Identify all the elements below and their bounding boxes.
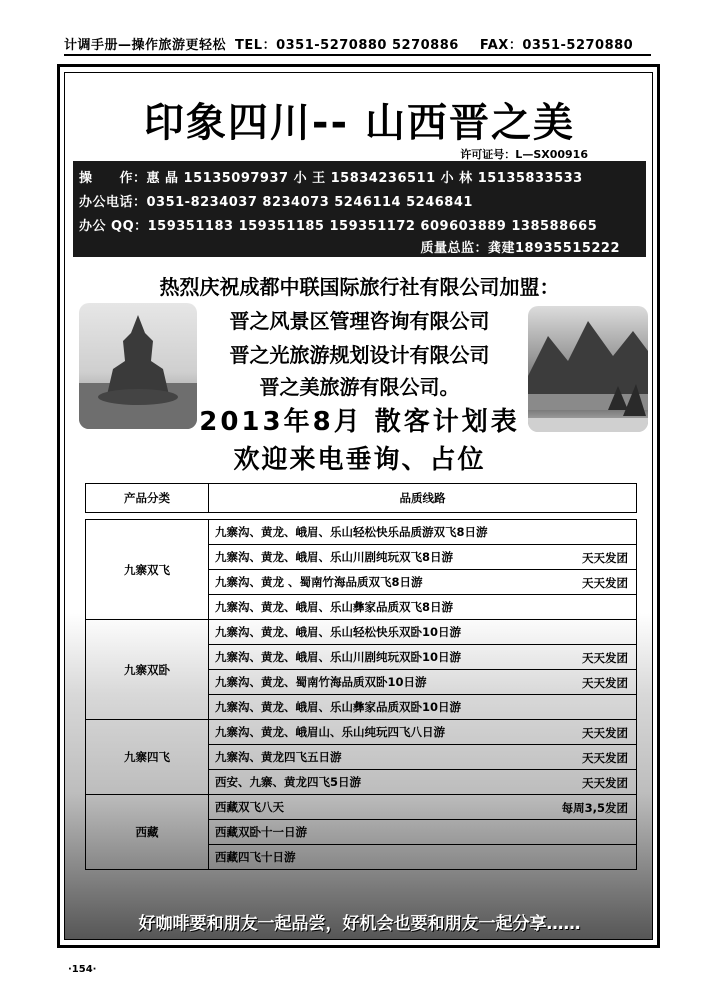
route-cell — [209, 720, 637, 745]
departure-note: 天天发团 — [582, 776, 628, 790]
departure-note: 天天发团 — [582, 551, 628, 565]
route-cell — [209, 570, 637, 595]
table-header-row — [86, 484, 637, 513]
departure-note: 天天发团 — [582, 676, 628, 690]
route-name: 西藏双卧十一日游 — [215, 825, 307, 839]
route-name: 九寨沟、黄龙四飞五日游 — [215, 750, 342, 764]
route-cell — [209, 670, 637, 695]
header-tel: TEL：0351-5270880 5270886 — [235, 38, 459, 53]
license-number: 许可证号：L—SX00916 — [460, 148, 588, 161]
table-row — [86, 795, 637, 820]
route-name: 西藏四飞十日游 — [215, 850, 296, 864]
route-name: 九寨沟、黄龙、峨眉、乐山川剧纯玩双飞8日游 — [215, 550, 453, 564]
route-name: 九寨沟、黄龙、峨眉、乐山川剧纯玩双卧10日游 — [215, 650, 462, 664]
routes-header: 品质线路 — [209, 484, 637, 513]
route-cell — [209, 770, 637, 795]
plan-title: 2013年8月 散客计划表 — [199, 407, 520, 437]
operators-line: 操 作：惠 晶 15135097937 小 王 15834236511 小 林 15135833533 — [79, 171, 583, 186]
route-cell — [209, 745, 637, 770]
quality-supervisor-line: 质量总监：龚建18935515222 — [420, 241, 620, 256]
office-qq-line: 办公 QQ：159351183 159351185 159351172 609603889 138588665 — [79, 219, 598, 234]
route-cell — [209, 645, 637, 670]
company-name: 晋之风景区管理咨询有限公司 — [229, 309, 490, 333]
category-cell: 九寨双卧 — [86, 620, 209, 720]
table-row — [86, 520, 637, 545]
departure-note: 每周3,5发团 — [561, 801, 628, 815]
route-name: 九寨沟、黄龙 、蜀南竹海品质双飞8日游 — [215, 575, 423, 589]
route-name: 九寨沟、黄龙、峨眉、乐山轻松快乐品质游双飞8日游 — [215, 525, 488, 539]
category-cell: 九寨四飞 — [86, 720, 209, 795]
departure-note: 天天发团 — [582, 726, 628, 740]
route-name: 九寨沟、黄龙、峨眉山、乐山纯玩四飞八日游 — [215, 725, 445, 739]
ad-title: 印象四川-- 山西晋之美 — [143, 100, 576, 146]
route-name: 九寨沟、黄龙、峨眉、乐山彝家品质双飞8日游 — [215, 600, 453, 614]
route-cell — [209, 595, 637, 620]
slogan: 好咖啡要和朋友一起品尝，好机会也要和朋友一起分享…… — [138, 914, 581, 934]
departure-note: 天天发团 — [582, 751, 628, 765]
route-name: 西安、九寨、黄龙四飞5日游 — [215, 775, 362, 789]
route-cell — [209, 520, 637, 545]
table-row — [86, 620, 637, 645]
route-cell — [209, 820, 637, 845]
company-name: 晋之光旅游规划设计有限公司 — [229, 343, 490, 367]
departure-note: 天天发团 — [582, 576, 628, 590]
route-cell — [209, 845, 637, 870]
header-fax: FAX：0351-5270880 — [479, 38, 634, 53]
route-name: 西藏双飞八天 — [215, 800, 284, 814]
table-row — [86, 720, 637, 745]
route-cell — [209, 545, 637, 570]
office-phone-line: 办公电话：0351-8234037 8234073 5246114 5246841 — [79, 195, 473, 210]
advertisement-panel — [64, 72, 653, 940]
route-cell — [209, 620, 637, 645]
category-cell: 西藏 — [86, 795, 209, 870]
departure-note: 天天发团 — [582, 651, 628, 665]
page-number: ·154· — [68, 964, 97, 975]
route-name: 九寨沟、黄龙、峨眉、乐山轻松快乐双卧10日游 — [215, 625, 462, 639]
route-name: 九寨沟、黄龙、蜀南竹海品质双卧10日游 — [215, 675, 427, 689]
handbook-title: 计调手册—操作旅游更轻松 — [64, 38, 227, 53]
welcome-text: 欢迎来电垂询、占位 — [233, 445, 486, 475]
category-header: 产品分类 — [86, 484, 209, 513]
route-cell — [209, 695, 637, 720]
category-cell: 九寨双飞 — [86, 520, 209, 620]
celebration-headline: 热烈庆祝成都中联国际旅行社有限公司加盟： — [159, 275, 560, 299]
page-header — [64, 34, 651, 56]
company-name: 晋之美旅游有限公司。 — [259, 375, 460, 399]
route-cell — [209, 795, 637, 820]
route-name: 九寨沟、黄龙、峨眉、乐山彝家品质双卧10日游 — [215, 700, 462, 714]
contact-block — [73, 161, 646, 257]
route-table — [85, 483, 637, 870]
